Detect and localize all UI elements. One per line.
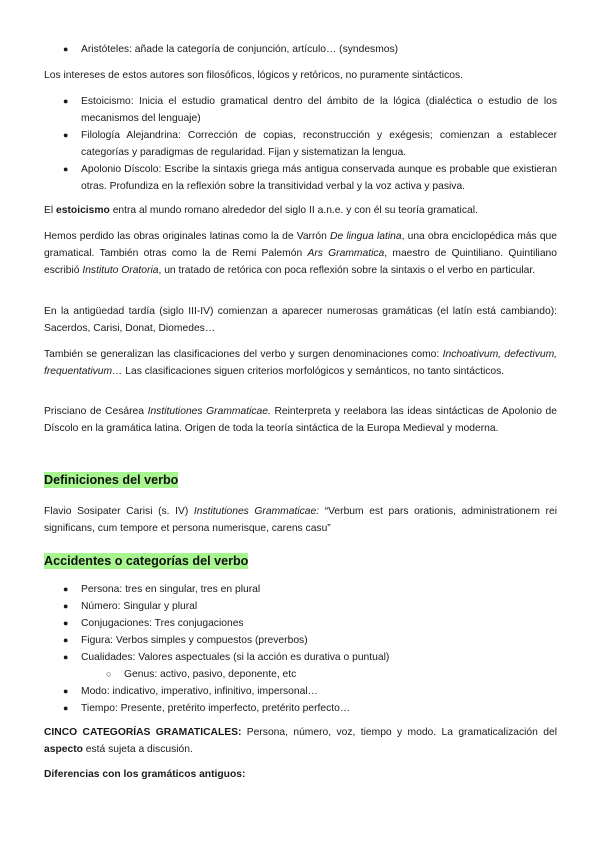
bullet-icon: ● [63, 584, 69, 594]
paragraph: Diferencias con los gramáticos antiguos: [44, 769, 246, 780]
bullet-icon: ● [63, 686, 69, 696]
list-item: ● Estoicismo: Inicia el estudio gramatical dentro del ámbito de la lógica (dialéctica o estudio de los mecanismos del lenguaje) [44, 93, 557, 127]
bullet-icon: ● [63, 703, 69, 713]
circle-bullet-icon: ○ [106, 669, 112, 679]
paragraph: CINCO CATEGORÍAS GRAMATICALES: Persona, número, voz, tiempo y modo. La gramaticalización del aspecto está sujeta a discusión. [44, 727, 557, 755]
paragraph: Hemos perdido las obras originales latinas como la de Varrón De lingua latina, una obra enciclopédica más que gramatical. También otras como la de Remi Palemón Ars Grammatica, maestro de Quintiliano. Quintiliano escribió Instituto Oratoria, un tratado de retórica con poca reflexión sobre la sintaxis o el verbo en particular. [44, 231, 558, 276]
bullet-list-escuelas [44, 93, 557, 195]
paragraph: Prisciano de Cesárea Institutiones Grammaticae. Reinterpreta y reelabora las ideas sintácticas de Apolonio de Díscolo en la gramática latina. Origen de toda la teoría sintáctica de la Europa Medieval y moderna. [44, 406, 558, 434]
bullet-list-aristoteles [44, 41, 557, 58]
bullet-icon: ● [63, 635, 69, 645]
list-item: ○ Genus: activo, pasivo, deponente, etc [44, 666, 557, 683]
section-heading: Accidentes o categorías del verbo [44, 554, 249, 568]
paragraph: Flavio Sosipater Carisi (s. IV) Institutiones Grammaticae: “Verbum est pars orationis, administrationem rei significans, cum tempore et persona numerisque, carens casu” [44, 506, 557, 534]
bullet-icon: ● [63, 44, 69, 54]
list-item: ● Filología Alejandrina: Corrección de copias, reconstrucción y exégesis; comienzan a establecer categorías y paradigmas de regularidad. Fijan y sistematizan la lengua. [44, 127, 557, 161]
list-item: ● Persona: tres en singular, tres en plural [44, 581, 557, 598]
paragraph: También se generalizan las clasificaciones del verbo y surgen denominaciones como: Inchoativum, defectivum, frequentativum… Las clasificaciones siguen criterios morfológicos y semánticos, no tanto sintácticos. [44, 349, 558, 377]
bullet-icon: ● [63, 601, 69, 611]
bullet-icon: ● [63, 652, 69, 662]
bullet-icon: ● [63, 96, 69, 106]
paragraph: En la antigüedad tardía (siglo III-IV) comienzan a aparecer numerosas gramáticas (el latín está cambiando): Sacerdos, Carisi, Donat, Diomedes… [44, 306, 557, 334]
list-item: ● Modo: indicativo, imperativo, infinitivo, impersonal… [44, 683, 557, 700]
bullet-icon: ● [63, 130, 69, 140]
bullet-list-accidentes [44, 581, 557, 717]
bullet-icon: ● [63, 618, 69, 628]
list-item: ● Conjugaciones: Tres conjugaciones [44, 615, 557, 632]
paragraph: El estoicismo entra al mundo romano alrededor del siglo II a.n.e. y con él su teoría gramatical. [44, 205, 478, 216]
paragraph: Los intereses de estos autores son filosóficos, lógicos y retóricos, no puramente sintácticos. [44, 70, 463, 81]
list-item: ● Cualidades: Valores aspectuales (si la acción es durativa o puntual) [44, 649, 557, 666]
list-item: ● Tiempo: Presente, pretérito imperfecto, pretérito perfecto… [44, 700, 557, 717]
list-item: ● Aristóteles: añade la categoría de conjunción, artículo… (syndesmos) [44, 41, 557, 58]
bullet-icon: ● [63, 164, 69, 174]
list-item: ● Figura: Verbos simples y compuestos (preverbos) [44, 632, 557, 649]
list-item: ● Número: Singular y plural [44, 598, 557, 615]
section-heading: Definiciones del verbo [44, 473, 179, 487]
list-item: ● Apolonio Díscolo: Escribe la sintaxis griega más antigua conservada aunque es probable que existieran otras. Profundiza en la reflexión sobre la transitividad verbal y la voz activa y pasiva. [44, 161, 557, 195]
